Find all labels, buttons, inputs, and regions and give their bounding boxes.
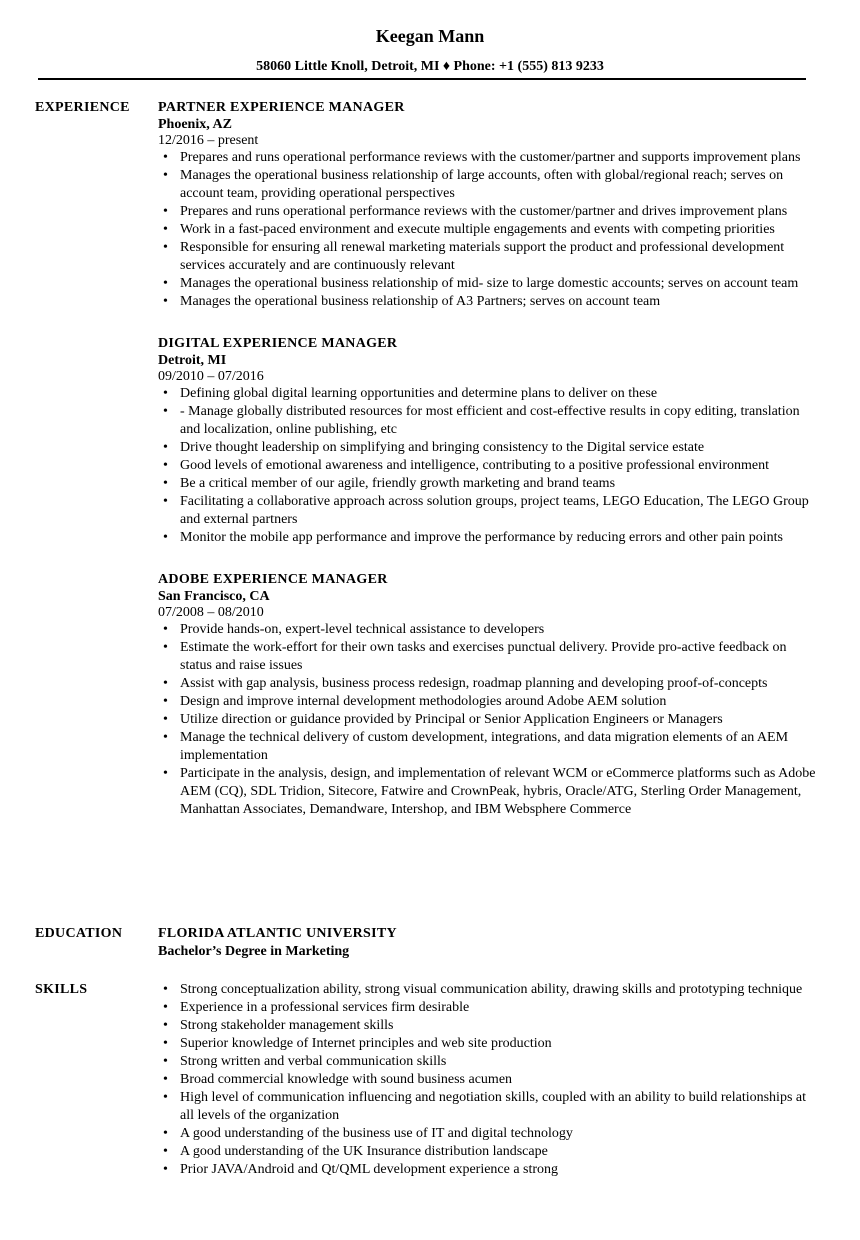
bullet-item: • Work in a fast-paced environment and execute multiple engagements and events with competing priorities — [158, 221, 818, 239]
bullet-item: • Manages the operational business relationship of A3 Partners; serves on account team — [158, 293, 818, 311]
job-entry — [158, 99, 818, 311]
candidate-name: Keegan Mann — [375, 26, 485, 46]
bullet-item: • Monitor the mobile app performance and improve the performance by reducing errors and other pain points — [158, 529, 818, 547]
bullet-item: • Manages the operational business relationship of mid- size to large domestic accounts; serves on account team — [158, 275, 818, 293]
bullet-item: • Responsible for ensuring all renewal marketing materials support the product and professional development services accurately and are continuously relevant — [158, 239, 818, 275]
job-location: Detroit, MI — [158, 353, 227, 368]
skills-list — [158, 981, 818, 1179]
bullet-item: • Estimate the work-effort for their own tasks and exercises punctual delivery. Provide pro-active feedback on status and raise issues — [158, 639, 818, 675]
bullet-item: • Participate in the analysis, design, and implementation of relevant WCM or eCommerce platforms such as Adobe AEM (CQ), SDL Tridion, Sitecore, Fatwire and CrownPeak, hybris, Oracle/ATG, Sterling Order Management, Manhattan Associates, Demandware, Intershop, and IBM Websphere Commerce — [158, 765, 818, 819]
bullet-item: • Manages the operational business relationship of large accounts, often with global/regional reach; serves on account team, providing operational perspectives — [158, 167, 818, 203]
bullet-item: • Manage the technical delivery of custom development, integrations, and data migration elements of an AEM implementation — [158, 729, 818, 765]
section-label-education: EDUCATION — [35, 926, 123, 941]
contact-line: 58060 Little Knoll, Detroit, MI ♦ Phone: +1 (555) 813 9233 — [256, 59, 604, 74]
job-title: DIGITAL EXPERIENCE MANAGER — [158, 336, 398, 351]
skill-item: • Strong stakeholder management skills — [158, 1017, 818, 1035]
bullet-item: • Good levels of emotional awareness and intelligence, contributing to a positive professional environment — [158, 457, 818, 475]
job-bullets — [158, 621, 818, 819]
bullet-item: • Defining global digital learning opportunities and determine plans to deliver on these — [158, 385, 818, 403]
job-title: PARTNER EXPERIENCE MANAGER — [158, 100, 405, 115]
header-divider — [38, 78, 806, 80]
job-dates: 09/2010 – 07/2016 — [158, 369, 264, 384]
bullet-item: • - Manage globally distributed resources for most efficient and cost-effective results in copy editing, translation and localization, online publishing, etc — [158, 403, 818, 439]
skill-item: • Strong written and verbal communication skills — [158, 1053, 818, 1071]
job-entry — [158, 335, 818, 547]
job-dates: 07/2008 – 08/2010 — [158, 605, 264, 620]
job-bullets — [158, 149, 818, 311]
skills-bullets — [158, 981, 818, 1179]
experience-list — [158, 99, 818, 843]
section-label-experience: EXPERIENCE — [35, 100, 130, 115]
job-bullets — [158, 385, 818, 547]
degree: Bachelor’s Degree in Marketing — [158, 944, 350, 959]
resume-header — [0, 24, 860, 76]
skill-item: • Prior JAVA/Android and Qt/QML development experience a strong — [158, 1161, 818, 1179]
skill-item: • A good understanding of the business use of IT and digital technology — [158, 1125, 818, 1143]
bullet-item: • Drive thought leadership on simplifying and bringing consistency to the Digital service estate — [158, 439, 818, 457]
bullet-item: • Facilitating a collaborative approach across solution groups, project teams, LEGO Education, The LEGO Group and external partners — [158, 493, 818, 529]
education-entry — [158, 925, 818, 961]
skill-item: • High level of communication influencing and negotiation skills, coupled with an ability to build relationships at all levels of the organization — [158, 1089, 818, 1125]
bullet-item: • Design and improve internal development methodologies around Adobe AEM solution — [158, 693, 818, 711]
bullet-item: • Utilize direction or guidance provided by Principal or Senior Application Engineers or Managers — [158, 711, 818, 729]
section-label-skills: SKILLS — [35, 982, 88, 997]
skill-item: • A good understanding of the UK Insurance distribution landscape — [158, 1143, 818, 1161]
job-location: Phoenix, AZ — [158, 117, 232, 132]
job-title: ADOBE EXPERIENCE MANAGER — [158, 572, 388, 587]
skill-item: • Strong conceptualization ability, strong visual communication ability, drawing skills and prototyping technique — [158, 981, 818, 999]
job-dates: 12/2016 – present — [158, 133, 259, 148]
bullet-item: • Prepares and runs operational performance reviews with the customer/partner and drives improvement plans — [158, 203, 818, 221]
bullet-item: • Provide hands-on, expert-level technical assistance to developers — [158, 621, 818, 639]
bullet-item: • Assist with gap analysis, business process redesign, roadmap planning and developing proof-of-concepts — [158, 675, 818, 693]
skill-item: • Superior knowledge of Internet principles and web site production — [158, 1035, 818, 1053]
school-name: FLORIDA ATLANTIC UNIVERSITY — [158, 926, 397, 941]
skill-item: • Experience in a professional services firm desirable — [158, 999, 818, 1017]
skill-item: • Broad commercial knowledge with sound business acumen — [158, 1071, 818, 1089]
job-location: San Francisco, CA — [158, 589, 270, 604]
bullet-item: • Be a critical member of our agile, friendly growth marketing and brand teams — [158, 475, 818, 493]
bullet-item: • Prepares and runs operational performance reviews with the customer/partner and supports improvement plans — [158, 149, 818, 167]
job-entry — [158, 571, 818, 819]
